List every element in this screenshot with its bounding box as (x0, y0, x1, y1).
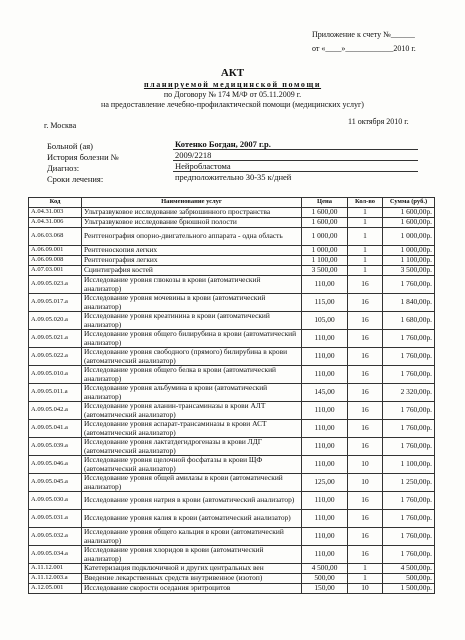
city: г. Москва (44, 121, 77, 130)
row-name: Исследование уровня натрия в крови (автоматический анализатор) (82, 492, 302, 510)
row-price: 110,00 (302, 348, 348, 366)
row-code: A.09.05.032.a (29, 528, 82, 546)
purpose-line: на предоставление лечебно-профилактической помощи (медицинских услуг) (101, 100, 364, 109)
row-sum: 1 760,00р. (383, 546, 435, 564)
row-price: 500,00 (302, 574, 348, 584)
row-name: Исследование уровня хлоридов в крови (автоматический анализатор) (82, 546, 302, 564)
table-header-row (29, 198, 435, 208)
row-sum: 1 500,00р. (383, 584, 435, 594)
table-row (29, 276, 435, 294)
terms-value: предположительно 30-35 к/дней (175, 172, 292, 182)
table-row (29, 330, 435, 348)
row-qty: 16 (348, 330, 383, 348)
row-name: Исследование уровня свободного (прямого) билирубина в крови (автоматический анализатор) (82, 348, 302, 366)
row-sum: 1 100,00р. (383, 256, 435, 266)
diagnosis-value: Нейробластома (175, 161, 231, 171)
row-sum: 4 500,00р. (383, 564, 435, 574)
row-name: Катетеризация подключичной и других центральных вен (82, 564, 302, 574)
row-code: A.09.05.022.a (29, 348, 82, 366)
row-sum: 1 760,00р. (383, 366, 435, 384)
history-label: История болезни № (47, 152, 119, 162)
row-code: A.12.05.001 (29, 584, 82, 594)
row-name: Исследование уровня общего билирубина в крови (автоматический анализатор) (82, 330, 302, 348)
row-code: A.06.09.001 (29, 246, 82, 256)
row-price: 4 500,00 (302, 564, 348, 574)
row-code: A.09.05.046.a (29, 456, 82, 474)
row-code: A.09.05.031.a (29, 510, 82, 528)
row-name: Исследование уровня щелочной фосфатазы в крови ЩФ (автоматический анализатор) (82, 456, 302, 474)
header-name: Наименование услуг (82, 198, 302, 208)
table-row (29, 246, 435, 256)
row-qty: 10 (348, 456, 383, 474)
table-row (29, 420, 435, 438)
row-qty: 1 (348, 564, 383, 574)
row-name: Исследование уровня креатинина в крови (автоматический анализатор) (82, 312, 302, 330)
row-price: 110,00 (302, 492, 348, 510)
row-price: 1 000,00 (302, 228, 348, 246)
row-code: A.11.12.003.a (29, 574, 82, 584)
row-name: Сцинтиграфия костей (82, 266, 302, 276)
row-sum: 1 760,00р. (383, 420, 435, 438)
table-row (29, 384, 435, 402)
row-qty: 16 (348, 420, 383, 438)
table-row (29, 294, 435, 312)
row-sum: 1 760,00р. (383, 528, 435, 546)
table-row (29, 528, 435, 546)
table-row (29, 456, 435, 474)
row-price: 110,00 (302, 420, 348, 438)
row-price: 1 100,00 (302, 256, 348, 266)
contract-line: по Договору № 174 М/Ф от 05.11.2009 г. (163, 90, 302, 99)
row-code: A.09.05.011.a (29, 384, 82, 402)
row-qty: 1 (348, 266, 383, 276)
row-price: 110,00 (302, 456, 348, 474)
row-price: 3 500,00 (302, 266, 348, 276)
row-qty: 16 (348, 402, 383, 420)
row-code: A.07.03.001 (29, 266, 82, 276)
table-row (29, 312, 435, 330)
row-name: Рентгеноскопия легких (82, 246, 302, 256)
row-price: 105,00 (302, 312, 348, 330)
row-qty: 16 (348, 510, 383, 528)
row-code: A.09.05.017.a (29, 294, 82, 312)
row-qty: 16 (348, 294, 383, 312)
row-price: 110,00 (302, 438, 348, 456)
row-code: A.09.05.034.a (29, 546, 82, 564)
row-qty: 16 (348, 312, 383, 330)
row-name: Исследование скорости оседания эритроцитов (82, 584, 302, 594)
row-price: 115,00 (302, 294, 348, 312)
table-row (29, 474, 435, 492)
table-row (29, 348, 435, 366)
row-sum: 3 500,00р. (383, 266, 435, 276)
table-row (29, 218, 435, 228)
row-price: 1 000,00 (302, 246, 348, 256)
table-row (29, 510, 435, 528)
row-sum: 2 320,00р. (383, 384, 435, 402)
patient-label: Больной (ая) (47, 141, 93, 151)
row-name: Ультразвуковое исследование забрюшинного пространства (82, 208, 302, 218)
row-code: A.09.05.010.a (29, 366, 82, 384)
row-code: A.09.05.023.a (29, 276, 82, 294)
header-code: Код (29, 198, 82, 208)
table-row (29, 366, 435, 384)
row-sum: 1 760,00р. (383, 330, 435, 348)
row-code: A.09.05.030.a (29, 492, 82, 510)
diagnosis-label: Диагноз: (47, 163, 80, 173)
row-qty: 1 (348, 208, 383, 218)
row-name: Исследование уровня аспарат-трансаминазы в крови АСТ (автоматический анализатор) (82, 420, 302, 438)
row-sum: 1 250,00р. (383, 474, 435, 492)
row-sum: 1 100,00р. (383, 456, 435, 474)
row-qty: 10 (348, 474, 383, 492)
header-sum: Сумма (руб.) (383, 198, 435, 208)
row-price: 1 600,00 (302, 208, 348, 218)
row-code: A.09.05.039.a (29, 438, 82, 456)
row-price: 150,00 (302, 584, 348, 594)
row-price: 125,00 (302, 474, 348, 492)
row-price: 110,00 (302, 528, 348, 546)
table-row (29, 208, 435, 218)
row-price: 110,00 (302, 546, 348, 564)
row-sum: 1 000,00р. (383, 228, 435, 246)
table-row (29, 492, 435, 510)
row-price: 110,00 (302, 366, 348, 384)
row-sum: 1 760,00р. (383, 438, 435, 456)
row-code: A.09.05.021.a (29, 330, 82, 348)
row-price: 110,00 (302, 510, 348, 528)
row-qty: 16 (348, 384, 383, 402)
document-date: 11 октября 2010 г. (348, 117, 409, 126)
table-row (29, 402, 435, 420)
row-sum: 1 840,00р. (383, 294, 435, 312)
document-subtitle: планируемой медицинской помощи (143, 80, 322, 89)
row-qty: 16 (348, 528, 383, 546)
table-row (29, 574, 435, 584)
table-row (29, 438, 435, 456)
appendix-line-2: от «____»____________2010 г. (312, 44, 416, 53)
row-qty: 1 (348, 574, 383, 584)
table-row (29, 256, 435, 266)
row-sum: 1 760,00р. (383, 348, 435, 366)
row-code: A.06.09.008 (29, 256, 82, 266)
row-qty: 1 (348, 256, 383, 266)
row-code: A.09.05.020.a (29, 312, 82, 330)
row-sum: 500,00р. (383, 574, 435, 584)
row-code: A.11.12.001 (29, 564, 82, 574)
row-name: Исследование уровня альбумина в крови (автоматический анализатор) (82, 384, 302, 402)
row-name: Исследование уровня калия в крови (автоматический анализатор) (82, 510, 302, 528)
row-sum: 1 600,00р. (383, 218, 435, 228)
appendix-line-1: Приложение к счету №______ (312, 30, 415, 39)
row-price: 110,00 (302, 402, 348, 420)
terms-label: Сроки лечения: (47, 174, 104, 184)
header-qty: Кол-во (348, 198, 383, 208)
row-name: Исследование уровня общего кальция в крови (автоматический анализатор) (82, 528, 302, 546)
row-name: Исследование уровня аланин-трансаминазы в крови АЛТ (автоматический анализатор) (82, 402, 302, 420)
table-row (29, 584, 435, 594)
row-code: A.09.05.041.a (29, 420, 82, 438)
row-price: 145,00 (302, 384, 348, 402)
row-name: Рентгенография легких (82, 256, 302, 266)
row-code: A.06.03.068 (29, 228, 82, 246)
row-qty: 16 (348, 546, 383, 564)
row-qty: 1 (348, 246, 383, 256)
row-name: Исследование уровня общей амилазы в крови (автоматический анализатор) (82, 474, 302, 492)
row-price: 110,00 (302, 330, 348, 348)
row-sum: 1 600,00р. (383, 208, 435, 218)
row-price: 1 600,00 (302, 218, 348, 228)
row-qty: 1 (348, 228, 383, 246)
patient-value: Котенко Богдан, 2007 г.р. (175, 139, 271, 149)
row-qty: 1 (348, 218, 383, 228)
table-row (29, 266, 435, 276)
row-qty: 16 (348, 276, 383, 294)
row-name: Ультразвуковое исследование брюшной полости (82, 218, 302, 228)
row-sum: 1 760,00р. (383, 510, 435, 528)
row-code: A.09.05.042.a (29, 402, 82, 420)
row-sum: 1 760,00р. (383, 276, 435, 294)
row-code: A.04.31.006 (29, 218, 82, 228)
row-name: Исследование уровня мочевины в крови (автоматический анализатор) (82, 294, 302, 312)
row-qty: 16 (348, 366, 383, 384)
table-row (29, 564, 435, 574)
row-qty: 16 (348, 438, 383, 456)
row-sum: 1 760,00р. (383, 492, 435, 510)
row-sum: 1 680,00р. (383, 312, 435, 330)
row-code: A.04.31.003 (29, 208, 82, 218)
row-sum: 1 760,00р. (383, 402, 435, 420)
row-name: Исследование уровня лактатдегидрогеназы в крови ЛДГ (автоматический анализатор) (82, 438, 302, 456)
row-qty: 10 (348, 584, 383, 594)
row-name: Рентгенография опорно-двигательного аппарата - одна область (82, 228, 302, 246)
services-table (28, 197, 435, 594)
row-name: Введение лекарственных средств внутривенное (изотоп) (82, 574, 302, 584)
table-row (29, 546, 435, 564)
history-value: 2009/2218 (175, 150, 212, 160)
table-row (29, 228, 435, 246)
row-name: Исследование уровня общего белка в крови (автоматический анализатор) (82, 366, 302, 384)
document-title: АКТ (220, 67, 245, 79)
row-qty: 16 (348, 492, 383, 510)
header-price: Цена (302, 198, 348, 208)
row-sum: 1 000,00р. (383, 246, 435, 256)
row-price: 110,00 (302, 276, 348, 294)
row-qty: 16 (348, 348, 383, 366)
row-name: Исследование уровня глюкозы в крови (автоматический анализатор) (82, 276, 302, 294)
row-code: A.09.05.045.a (29, 474, 82, 492)
